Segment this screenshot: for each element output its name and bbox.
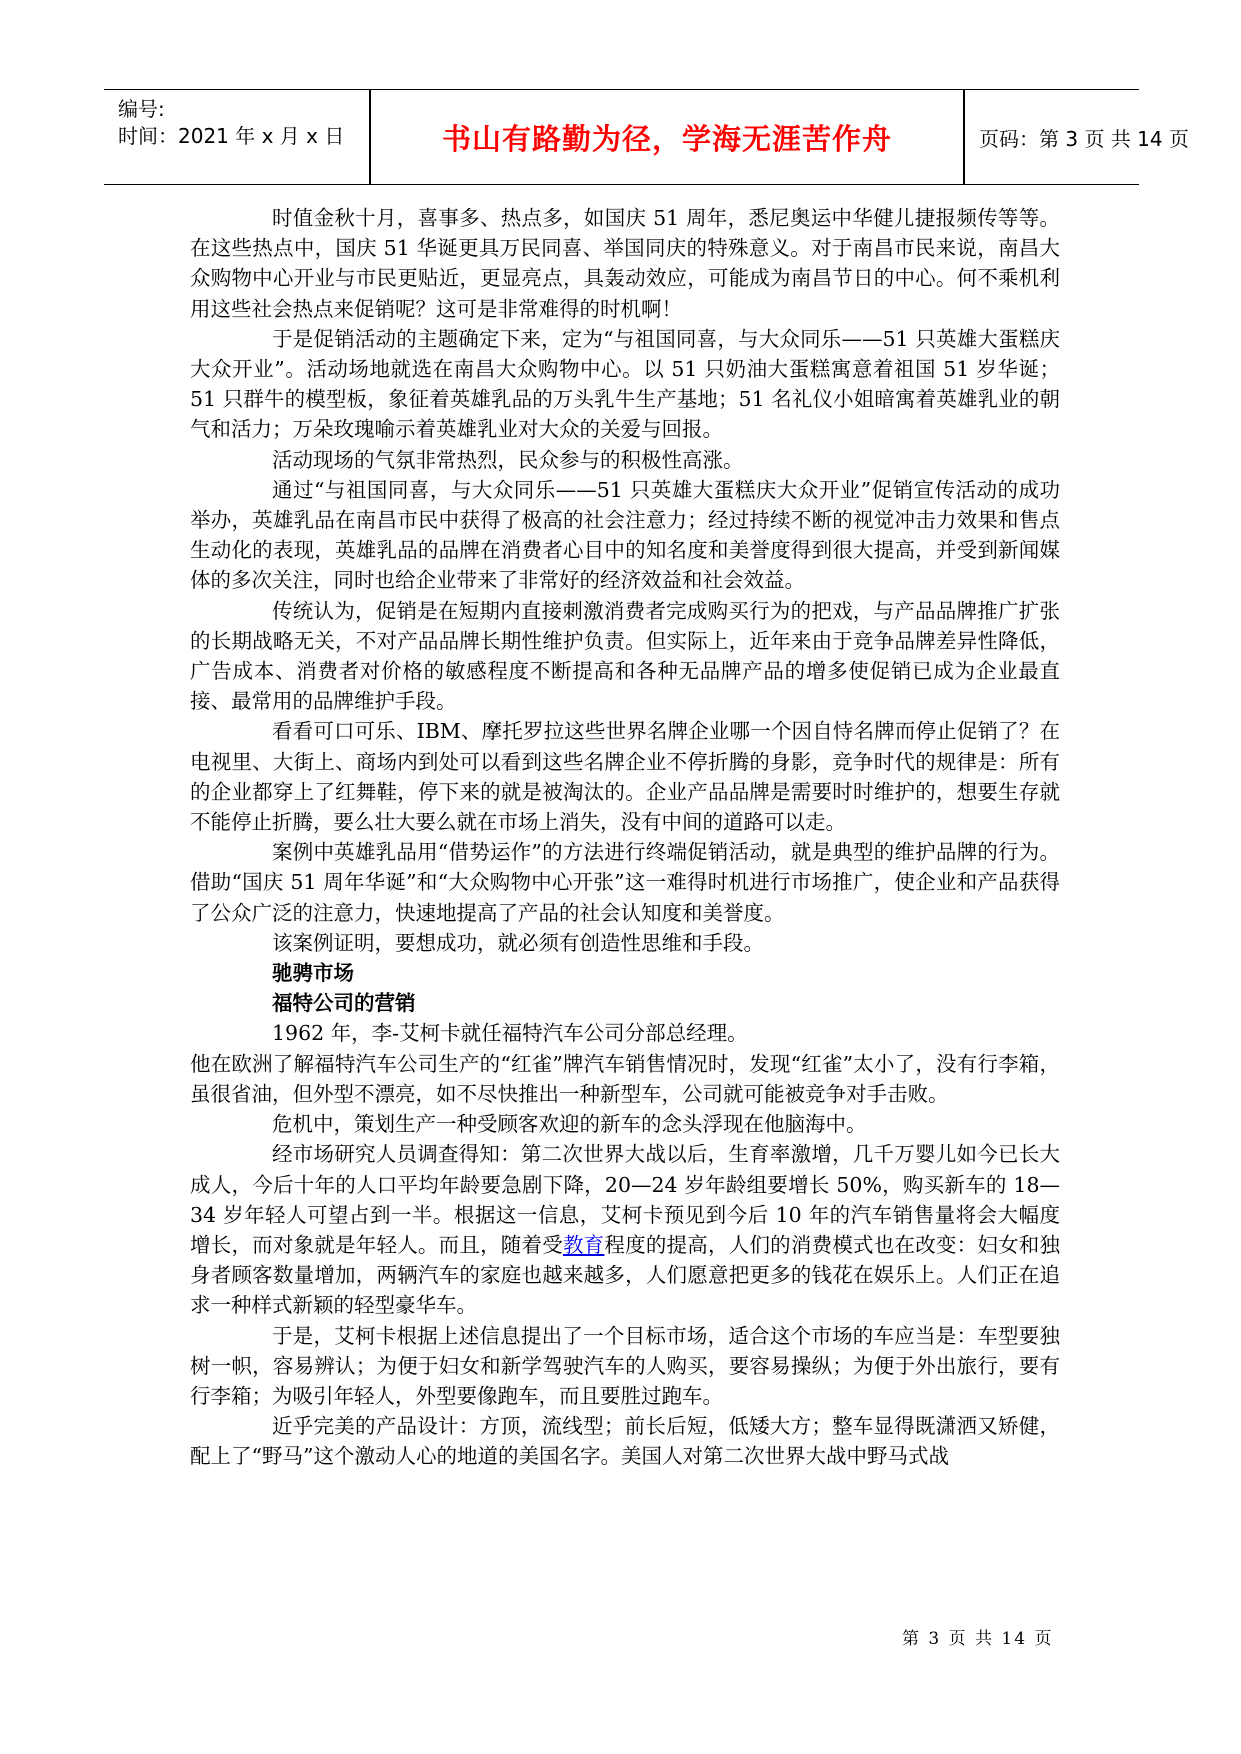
section-heading: 福特公司的营销 bbox=[272, 991, 416, 1016]
paragraph: 该案例证明，要想成功，就必须有创造性思维和手段。 bbox=[272, 930, 764, 955]
paragraph bbox=[190, 1139, 1060, 1320]
paragraph: 看看可口可乐、IBM、摩托罗拉这些世界名牌企业哪一个因自恃名牌而停止促销了？在电视里、大街上、商场内到处可以看到这些名牌企业不停折腾的身影，竞争时代的规律是：所有的企业都穿上了红舞鞋，停下来的就是被淘汰的。企业产品品牌是需要时时维护的，想要生存就不能停止折腾，要么壮大要么就在市场上消失，没有中间的道路可以走。 bbox=[190, 719, 1060, 835]
paragraph: 于是，艾柯卡根据上述信息提出了一个目标市场，适合这个市场的车应当是：车型要独树一帜，容易辨认；为便于妇女和新学驾驶汽车的人购买，要容易操纵；为便于外出旅行，要有行李箱；为吸引年轻人，外型要像跑车，而且要胜过跑车。 bbox=[190, 1323, 1060, 1408]
document-time: 时间：2021 年 x 月 x 日 bbox=[118, 124, 345, 148]
header-motto: 书山有路勤为径，学海无涯苦作舟 bbox=[441, 121, 892, 156]
header-meta bbox=[104, 90, 369, 184]
paragraph: 近乎完美的产品设计：方顶，流线型；前长后短，低矮大方；整车显得既潇洒又矫健，配上了“野马”这个激动人心的地道的美国名字。美国人对第二次世界大战中野马式战 bbox=[190, 1414, 1060, 1469]
paragraph-text: 程度的提高，人们的消费模式也在改变：妇女和独身者顾客数量增加，两辆汽车的家庭也越来越多，人们愿意把更多的钱花在娱乐上。人们正在追求一种样式新颖的轻型豪华车。 bbox=[190, 1232, 1061, 1318]
paragraph: 时值金秋十月，喜事多、热点多，如国庆 51 周年，悉尼奥运中华健儿捷报频传等等。在这些热点中，国庆 51 华诞更具万民同喜、举国同庆的特殊意义。对于南昌市民来说，南昌大众购物中心开业与市民更贴近，更显亮点，具轰动效应，可能成为南昌节日的中心。何不乘机利用这些社会热点来促销呢？这可是非常难得的时机啊！ bbox=[190, 206, 1060, 321]
paragraph: 案例中英雄乳品用“借势运作”的方法进行终端促销活动，就是典型的维护品牌的行为。借助“国庆 51 周年华诞”和“大众购物中心开张”这一难得时机进行市场推广，使企业和产品获得了公众广泛的注意力，快速地提高了产品的社会认知度和美誉度。 bbox=[190, 840, 1060, 925]
education-link[interactable]: 教育 bbox=[562, 1232, 605, 1257]
document-number-label: 编号: bbox=[118, 97, 165, 121]
header-page-cell bbox=[965, 90, 1189, 184]
paragraph: 活动现场的气氛非常热烈，民众参与的积极性高涨。 bbox=[272, 447, 744, 472]
paragraph: 通过“与祖国同喜，与大众同乐——51 只英雄大蛋糕庆大众开业”促销宣传活动的成功举办，英雄乳品在南昌市民中获得了极高的社会注意力；经过持续不断的视觉冲击力效果和售点生动化的表现，英雄乳品的品牌在消费者心目中的知名度和美誉度得到很大提高，并受到新闻媒体的多次关注，同时也给企业带来了非常好的经济效益和社会效益。 bbox=[190, 477, 1060, 593]
paragraph: 他在欧洲了解福特汽车公司生产的“红雀”牌汽车销售情况时，发现“红雀”太小了，没有行李箱，虽很省油，但外型不漂亮，如不尽快推出一种新型车，公司就可能被竞争对手击败。 bbox=[190, 1051, 1060, 1106]
document-body bbox=[190, 203, 1060, 1472]
paragraph: 传统认为，促销是在短期内直接刺激消费者完成购买行为的把戏，与产品品牌推广扩张的长期战略无关，不对产品品牌长期性维护负责。但实际上，近年来由于竞争品牌差异性降低，广告成本、消费者对价格的敏感程度不断提高和各种无品牌产品的增多使促销已成为企业最直接、最常用的品牌维护手段。 bbox=[190, 598, 1060, 714]
page-code: 页码：第 3 页 共 14 页 bbox=[979, 126, 1189, 151]
page-footer: 第 3 页 共 14 页 bbox=[902, 1629, 1054, 1649]
paragraph: 于是促销活动的主题确定下来，定为“与祖国同喜，与大众同乐——51 只英雄大蛋糕庆大众开业”。活动场地就选在南昌大众购物中心。以 51 只奶油大蛋糕寓意着祖国 51 岁华诞；51 只群牛的模型板，象征着英雄乳品的万头乳牛生产基地；51 名礼仪小姐暗寓着英雄乳业的朝气和活力；万朵玫瑰喻示着英雄乳业对大众的关爱与回报。 bbox=[190, 326, 1060, 442]
header-motto-cell bbox=[371, 90, 963, 184]
section-heading: 驰骋市场 bbox=[272, 961, 354, 986]
page-header bbox=[104, 89, 1189, 185]
paragraph-text: 经市场研究人员调查得知：第二次世界大战以后，生育率激增，几千万婴儿如今已长大成人，今后十年的人口平均年龄要急剧下降，20—24 岁年龄组要增长 50%，购买新车的 18—34 岁年轻人可望占到一半。根据这一信息，艾柯卡预见到今后 10 年的汽车销售量将会大幅度增长，而对象就是年轻人。而且，随着受 bbox=[190, 1142, 1060, 1257]
paragraph: 1962 年，李-艾柯卡就任福特汽车公司分部总经理。 bbox=[272, 1021, 748, 1046]
paragraph: 危机中，策划生产一种受顾客欢迎的新车的念头浮现在他脑海中。 bbox=[272, 1112, 867, 1137]
